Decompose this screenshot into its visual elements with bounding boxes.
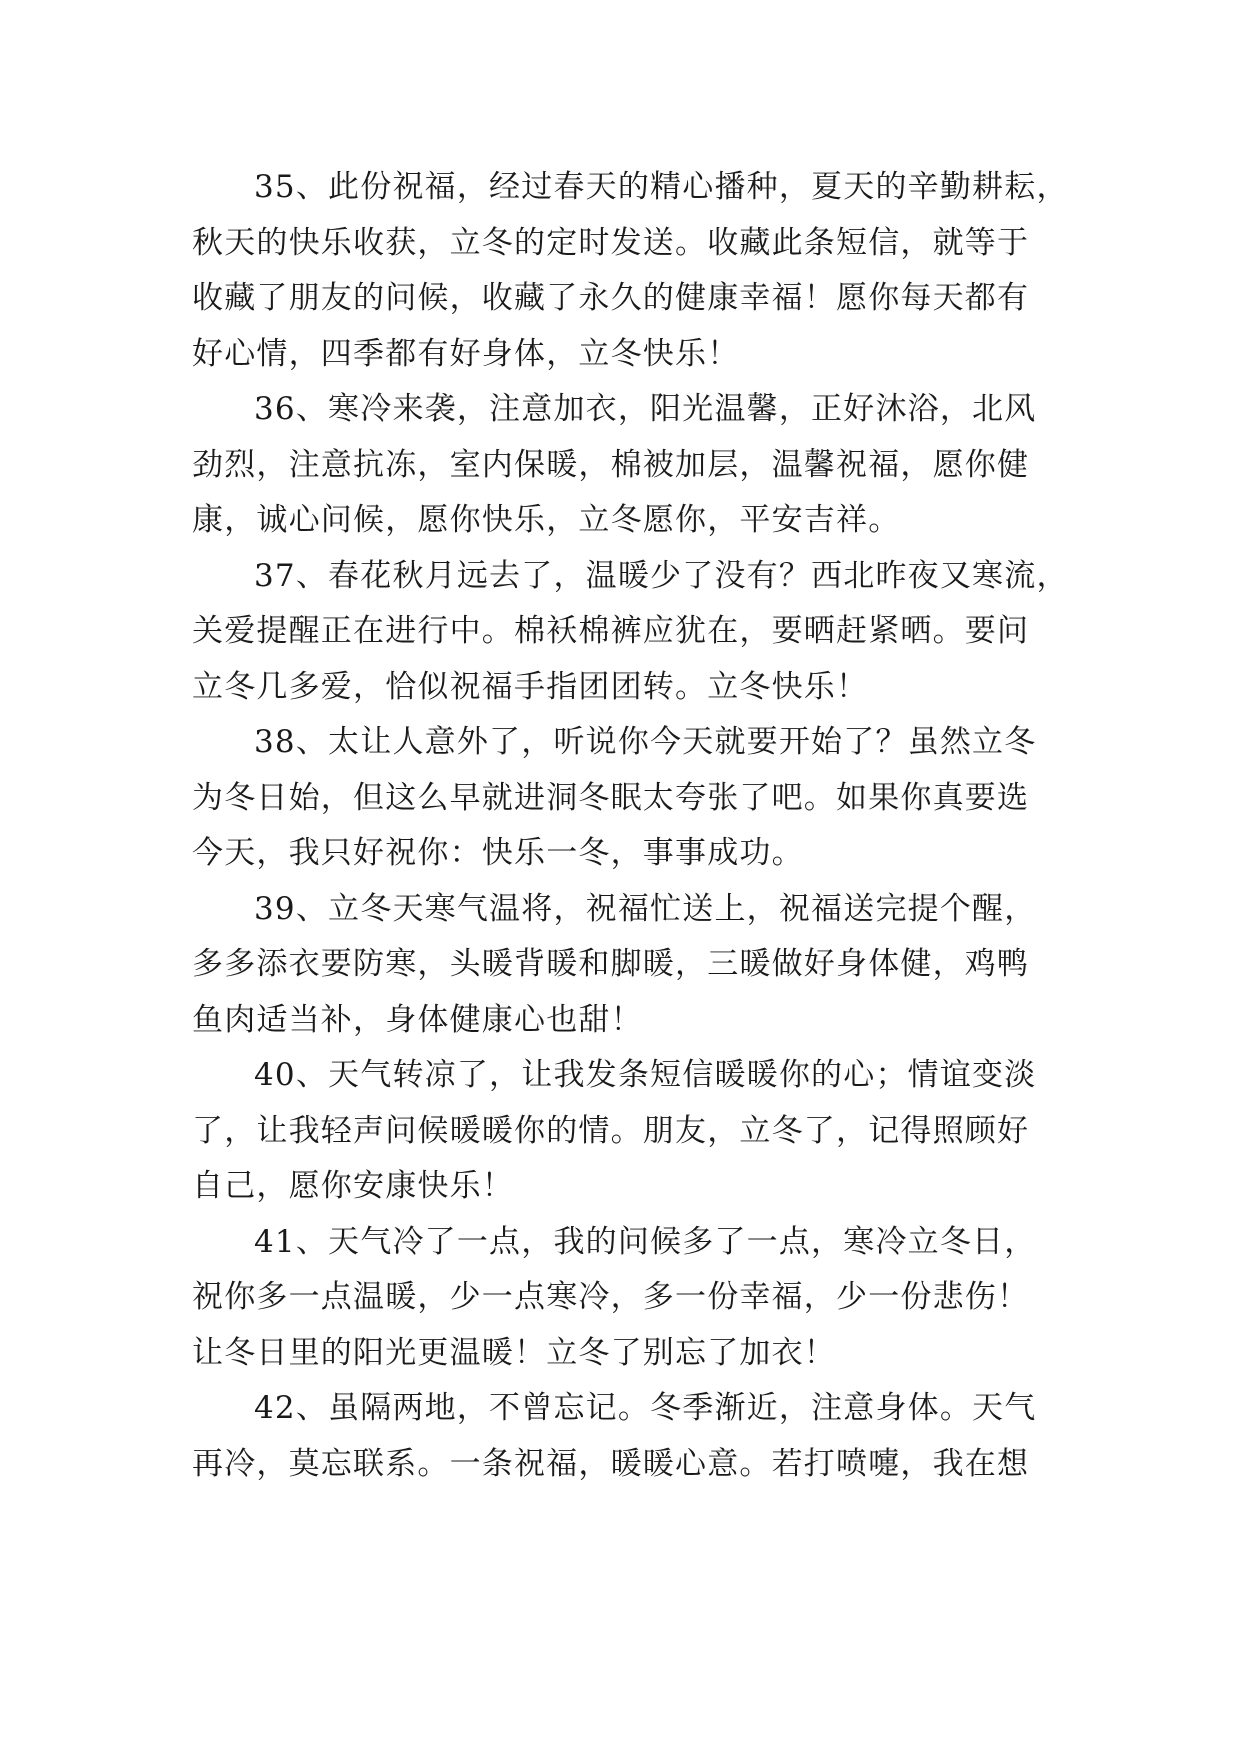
text-line: 今天，我只好祝你：快乐一冬，事事成功。 xyxy=(192,835,804,871)
paragraph-40 xyxy=(192,1048,1072,1215)
text-line: 收藏了朋友的问候，收藏了永久的健康幸福！愿你每天都有 xyxy=(192,280,1030,316)
paragraph-41 xyxy=(192,1215,1072,1382)
text-line: 再冷，莫忘联系。一条祝福，暖暖心意。若打喷嚏，我在想 xyxy=(192,1445,1030,1482)
text-line: 35、此份祝福，经过春天的精心播种，夏天的辛勤耕耘， xyxy=(254,169,1069,205)
text-line: 立冬几多爱，恰似祝福手指团团转。立冬快乐！ xyxy=(192,668,869,705)
text-line: 好心情，四季都有好身体，立冬快乐！ xyxy=(192,335,740,372)
text-line: 祝你多一点温暖，少一点寒冷，多一份幸福，少一份悲伤！ xyxy=(192,1279,1030,1315)
paragraph-37 xyxy=(192,549,1072,716)
text-line: 秋天的快乐收获，立冬的定时发送。收藏此条短信，就等于 xyxy=(192,224,1030,261)
text-line: 鱼肉适当补，身体健康心也甜！ xyxy=(192,1001,643,1038)
text-line: 40、天气转凉了，让我发条短信暖暖你的心；情谊变淡 xyxy=(254,1057,1037,1093)
text-line: 了，让我轻声问候暖暖你的情。朋友，立冬了，记得照顾好 xyxy=(192,1112,1030,1149)
text-line: 36、寒冷来袭，注意加衣，阳光温馨，正好沐浴，北风 xyxy=(254,391,1037,427)
paragraph-36 xyxy=(192,382,1072,549)
paragraph-42 xyxy=(192,1381,1072,1492)
text-line: 37、春花秋月远去了，温暖少了没有？西北昨夜又寒流， xyxy=(254,557,1069,594)
text-line: 让冬日里的阳光更温暖！立冬了别忘了加衣！ xyxy=(192,1334,836,1371)
text-line: 42、虽隔两地，不曾忘记。冬季渐近，注意身体。天气 xyxy=(254,1390,1037,1426)
paragraph-38 xyxy=(192,715,1072,882)
paragraph-39 xyxy=(192,882,1072,1049)
text-line: 劲烈，注意抗冻，室内保暖，棉被加层，温馨祝福，愿你健 xyxy=(192,446,1030,483)
text-line: 38、太让人意外了，听说你今天就要开始了？虽然立冬 xyxy=(254,724,1037,760)
text-line: 为冬日始，但这么早就进洞冬眠太夸张了吧。如果你真要选 xyxy=(192,779,1030,816)
paragraph-35 xyxy=(192,160,1072,382)
text-line: 关爱提醒正在进行中。棉袄棉裤应犹在，要晒赶紧晒。要问 xyxy=(192,613,1030,649)
document-body xyxy=(192,160,1072,1492)
text-line: 41、天气冷了一点，我的问候多了一点，寒冷立冬日， xyxy=(254,1223,1037,1260)
text-line: 康，诚心问候，愿你快乐，立冬愿你，平安吉祥。 xyxy=(192,502,901,538)
text-line: 自己，愿你安康快乐！ xyxy=(192,1168,514,1204)
text-line: 39、立冬天寒气温将，祝福忙送上，祝福送完提个醒， xyxy=(254,890,1037,927)
text-line: 多多添衣要防寒，头暖背暖和脚暖，三暖做好身体健，鸡鸭 xyxy=(192,946,1030,982)
